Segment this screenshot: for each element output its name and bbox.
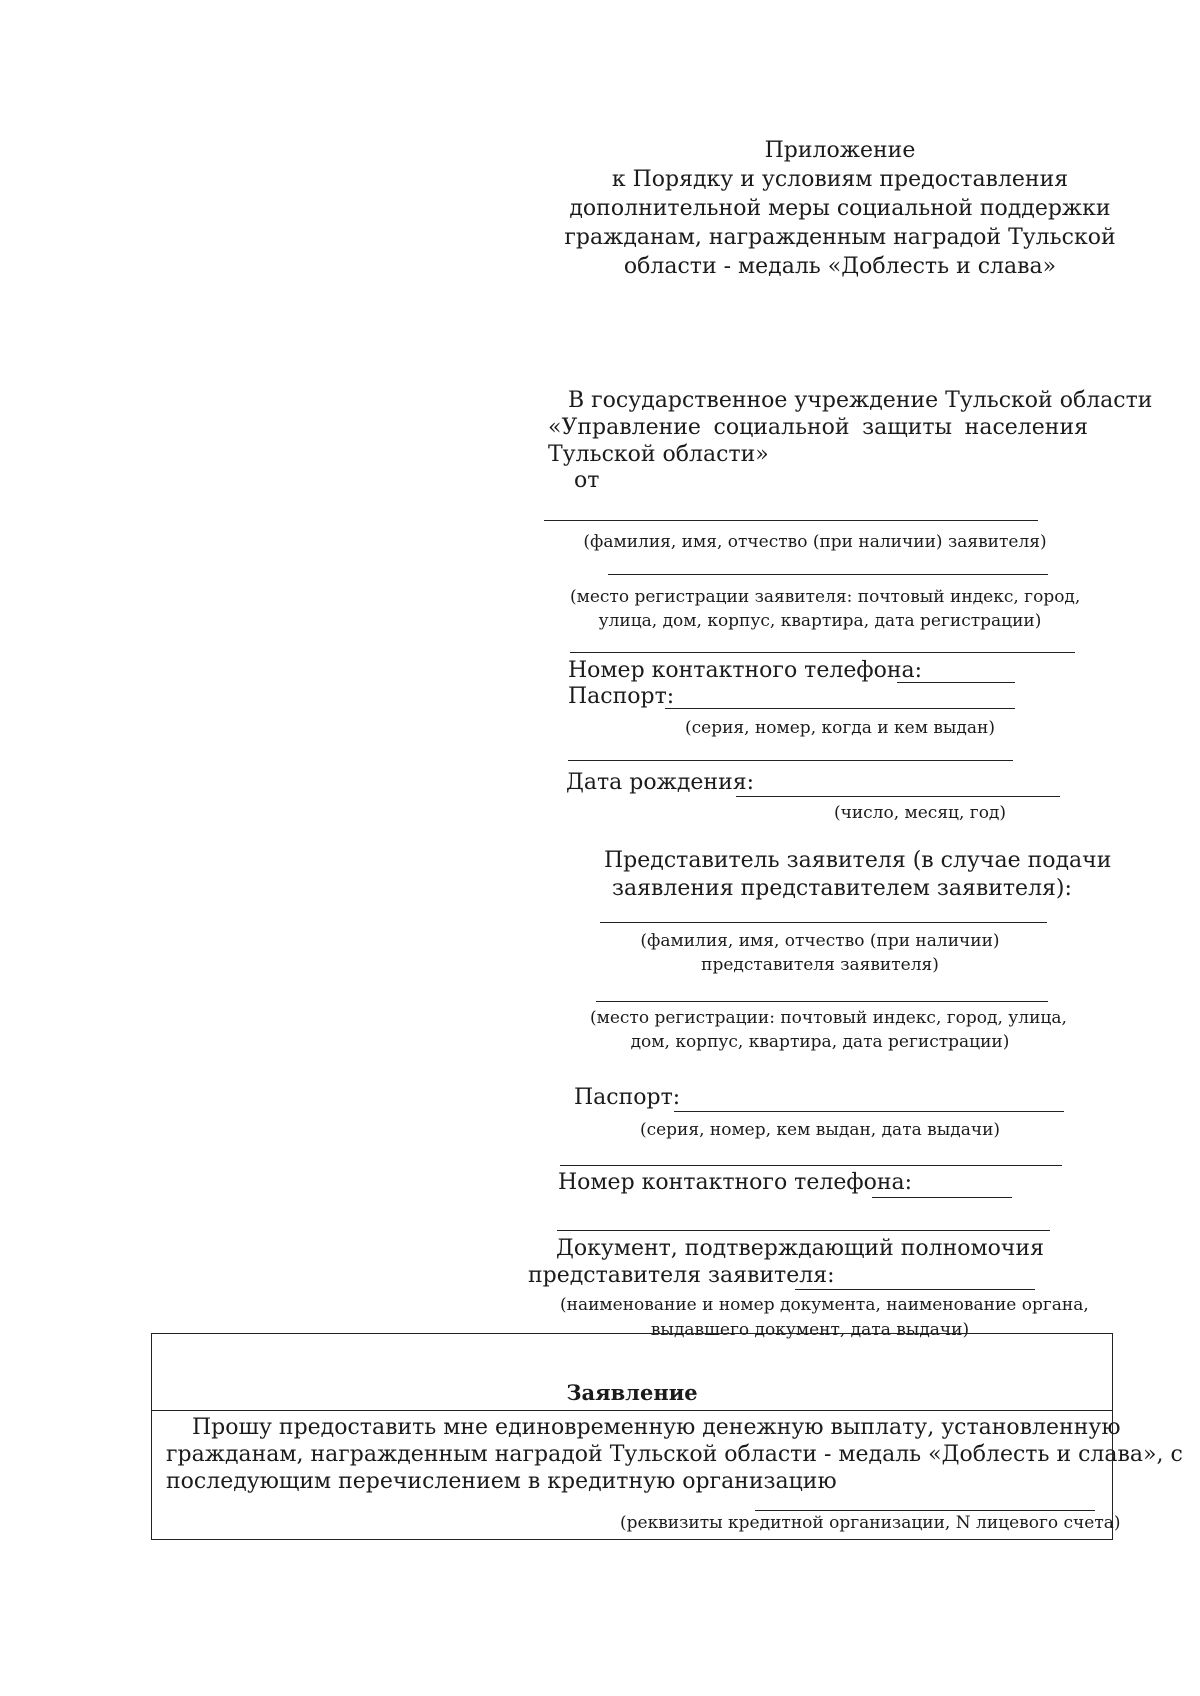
authority-doc-field[interactable] — [795, 1289, 1035, 1290]
applicant-name-caption: (фамилия, имя, отчество (при наличии) заявителя) — [583, 532, 1047, 552]
appendix-line: области - медаль «Доблесть и слава» — [623, 254, 1057, 279]
addressee-line-3: Тульской области» — [548, 442, 769, 467]
representative-passport-caption: (серия, номер, кем выдан, дата выдачи) — [639, 1120, 1001, 1140]
representative-passport-field[interactable] — [674, 1111, 1064, 1112]
applicant-address-caption-2: улица, дом, корпус, квартира, дата регистрации) — [598, 611, 1042, 631]
representative-passport-line-2[interactable] — [560, 1165, 1062, 1166]
applicant-passport-label: Паспорт: — [568, 684, 675, 709]
representative-name-line[interactable] — [600, 922, 1047, 923]
applicant-passport-caption: (серия, номер, когда и кем выдан) — [685, 718, 995, 738]
appendix-line: гражданам, награжденным наградой Тульской — [564, 225, 1116, 250]
appendix-line: Приложение — [764, 138, 916, 163]
authority-doc-label-2: представителя заявителя: — [528, 1263, 835, 1288]
representative-passport-label: Паспорт: — [574, 1085, 681, 1110]
applicant-phone-field[interactable] — [897, 682, 1015, 683]
addressee-line-2: «Управление социальной защиты населения — [548, 415, 1088, 440]
bank-details-field[interactable] — [755, 1510, 1095, 1511]
bank-details-caption: (реквизиты кредитной организации, N лицевого счета) — [620, 1513, 1121, 1533]
applicant-address-line[interactable] — [608, 574, 1048, 575]
birth-date-caption: (число, месяц, год) — [833, 803, 1007, 823]
applicant-address-line-2[interactable] — [570, 652, 1075, 653]
applicant-address-caption-1: (место регистрации заявителя: почтовый индекс, город, — [570, 587, 1081, 607]
representative-name-caption-1: (фамилия, имя, отчество (при наличии) — [640, 931, 1000, 951]
authority-doc-caption-2: выдавшего документ, дата выдачи) — [650, 1320, 970, 1340]
statement-line-1: Прошу предоставить мне единовременную денежную выплату, установленную — [192, 1415, 1121, 1440]
appendix-line: дополнительной меры социальной поддержки — [569, 196, 1111, 221]
representative-name-caption-2: представителя заявителя) — [701, 955, 939, 975]
statement-divider — [151, 1410, 1113, 1411]
birth-date-label: Дата рождения: — [566, 770, 755, 795]
representative-address-line[interactable] — [596, 1001, 1048, 1002]
appendix-line: к Порядку и условиям предоставления — [611, 167, 1069, 192]
statement-title: Заявление — [566, 1380, 698, 1405]
applicant-phone-label: Номер контактного телефона: — [568, 658, 923, 683]
statement-text — [166, 1414, 1183, 1495]
applicant-passport-line-2[interactable] — [568, 760, 1013, 761]
representative-address-caption-2: дом, корпус, квартира, дата регистрации) — [630, 1032, 1010, 1052]
addressee-line-1: В государственное учреждение Тульской области — [568, 388, 1153, 413]
statement-line-3: последующим перечислением в кредитную организацию — [166, 1469, 837, 1494]
appendix-header — [560, 136, 1120, 281]
representative-heading-1: Представитель заявителя (в случае подачи — [604, 848, 1112, 873]
birth-date-field[interactable] — [736, 796, 1060, 797]
from-label: от — [574, 468, 600, 493]
representative-address-caption-1: (место регистрации: почтовый индекс, город, улица, — [590, 1008, 1067, 1028]
applicant-passport-field[interactable] — [665, 708, 1015, 709]
authority-doc-label-1: Документ, подтверждающий полномочия — [556, 1236, 1044, 1261]
representative-heading-2: заявления представителем заявителя): — [612, 876, 1072, 901]
representative-phone-label: Номер контактного телефона: — [558, 1170, 913, 1195]
applicant-name-line[interactable] — [544, 520, 1038, 521]
representative-phone-field[interactable] — [872, 1197, 1012, 1198]
authority-doc-caption-1: (наименование и номер документа, наименование органа, — [560, 1295, 1089, 1315]
statement-line-2: гражданам, награжденным наградой Тульской области - медаль «Доблесть и слава», с — [166, 1442, 1183, 1467]
representative-phone-line-2[interactable] — [557, 1230, 1050, 1231]
